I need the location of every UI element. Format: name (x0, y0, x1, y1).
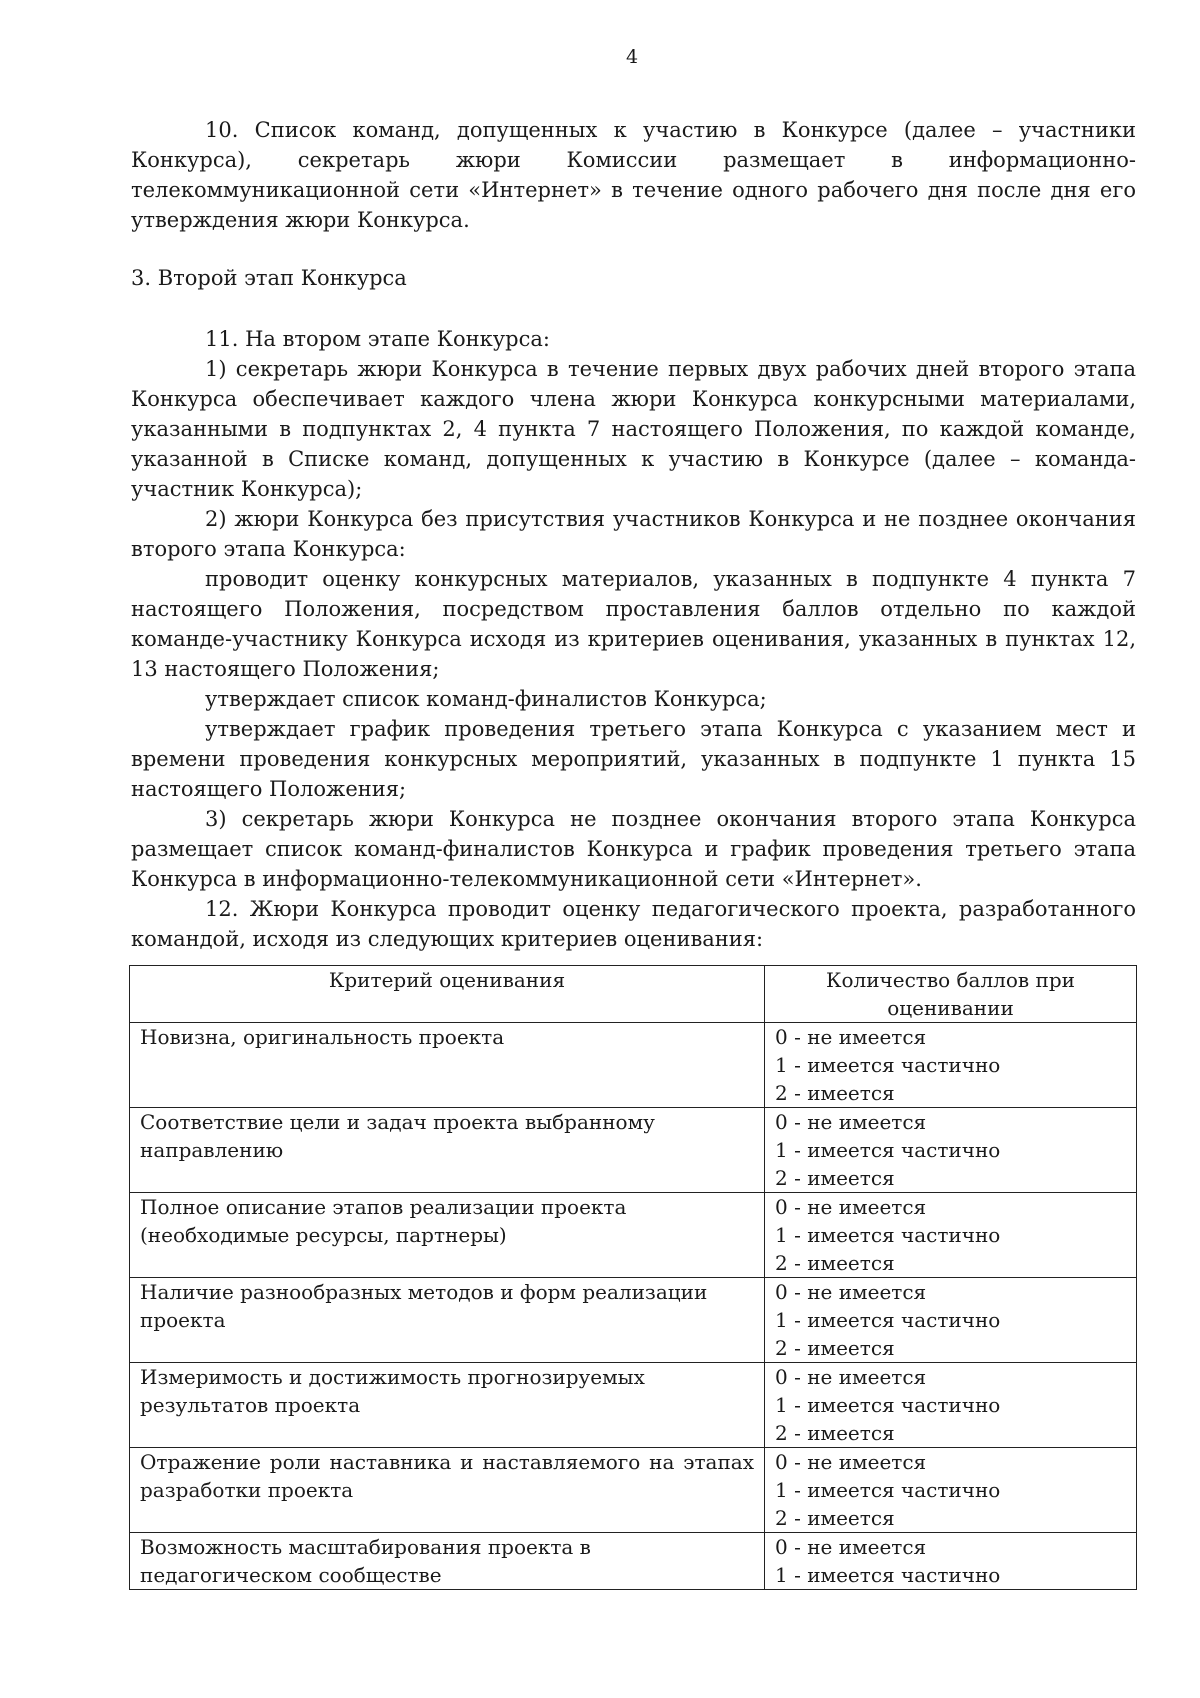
score-cell (765, 1448, 1137, 1533)
criterion-cell: Соответствие цели и задач проекта выбранному направлению (130, 1108, 765, 1193)
score-option: 0 - не имеется (775, 1535, 927, 1559)
criterion-cell: Наличие разнообразных методов и форм реализации проекта (130, 1278, 765, 1363)
criterion-cell: Новизна, оригинальность проекта (130, 1023, 765, 1108)
paragraph-11-2b: утверждает список команд-финалистов Конкурса; (205, 687, 767, 711)
score-option: 0 - не имеется (775, 1450, 927, 1474)
criterion-cell: Отражение роли наставника и наставляемого на этапах разработки проекта (130, 1448, 765, 1533)
score-option: 0 - не имеется (775, 1365, 927, 1389)
score-cell (765, 1108, 1137, 1193)
table-row (130, 1363, 1137, 1448)
score-header: Количество баллов при оценивании (765, 966, 1137, 1023)
score-option: 1 - имеется частично (775, 1308, 1001, 1332)
score-option: 0 - не имеется (775, 1025, 927, 1049)
score-option: 0 - не имеется (775, 1110, 927, 1134)
table-row (130, 1108, 1137, 1193)
criterion-header: Критерий оценивания (130, 966, 765, 1023)
score-option: 2 - имеется (775, 1421, 895, 1445)
paragraph-11-2c: утверждает график проведения третьего этапа Конкурса с указанием мест и времени проведения конкурсных мероприятий, указанных в подпункте 1 пункта 15 настоящего Положения; (131, 717, 1136, 801)
score-option: 0 - не имеется (775, 1280, 927, 1304)
score-option: 1 - имеется частично (775, 1478, 1001, 1502)
score-option: 1 - имеется частично (775, 1563, 1001, 1587)
paragraph-12: 12. Жюри Конкурса проводит оценку педагогического проекта, разработанного командой, исходя из следующих критериев оценивания: (131, 897, 1136, 951)
score-cell (765, 1193, 1137, 1278)
score-option: 2 - имеется (775, 1166, 895, 1190)
paragraph-11-2a: проводит оценку конкурсных материалов, указанных в подпункте 4 пункта 7 настоящего Положения, посредством проставления баллов отдельно по каждой команде-участнику Конкурса исходя из критериев оценивания, указанных в пунктах 12, 13 настоящего Положения; (131, 567, 1136, 681)
score-option: 2 - имеется (775, 1506, 895, 1530)
criteria-table-body (130, 1023, 1137, 1590)
score-option: 1 - имеется частично (775, 1053, 1001, 1077)
score-option: 2 - имеется (775, 1251, 895, 1275)
criteria-table (129, 965, 1137, 1590)
paragraph-10: 10. Список команд, допущенных к участию в Конкурсе (далее – участники Конкурса), секретарь жюри Комиссии размещает в информационно-телекоммуникационной сети «Интернет» в течение одного рабочего дня после дня его утверждения жюри Конкурса. (131, 118, 1136, 232)
score-option: 1 - имеется частично (775, 1138, 1001, 1162)
table-row (130, 1448, 1137, 1533)
section-heading: 3. Второй этап Конкурса (131, 266, 407, 290)
document-body (131, 115, 1136, 954)
score-option: 2 - имеется (775, 1081, 895, 1105)
paragraph-11-3: 3) секретарь жюри Конкурса не позднее окончания второго этапа Конкурса размещает список команд-финалистов Конкурса и график проведения третьего этапа Конкурса в информационно-телекоммуникационной сети «Интернет». (131, 807, 1136, 891)
table-row (130, 1023, 1137, 1108)
score-option: 0 - не имеется (775, 1195, 927, 1219)
table-row (130, 1278, 1137, 1363)
table-header-row (130, 966, 1137, 1023)
score-cell (765, 1278, 1137, 1363)
paragraph-11-1: 1) секретарь жюри Конкурса в течение первых двух рабочих дней второго этапа Конкурса обеспечивает каждого члена жюри Конкурса конкурсными материалами, указанными в подпунктах 2, 4 пункта 7 настоящего Положения, по каждой команде, указанной в Списке команд, допущенных к участию в Конкурсе (далее – команда-участник Конкурса); (131, 357, 1136, 501)
page-number: 4 (625, 46, 639, 68)
criterion-cell: Возможность масштабирования проекта в педагогическом сообществе (130, 1533, 765, 1590)
table-row (130, 1533, 1137, 1590)
score-cell (765, 1533, 1137, 1590)
criterion-cell: Измеримость и достижимость прогнозируемых результатов проекта (130, 1363, 765, 1448)
score-option: 1 - имеется частично (775, 1393, 1001, 1417)
table-row (130, 1193, 1137, 1278)
score-option: 1 - имеется частично (775, 1223, 1001, 1247)
criterion-cell: Полное описание этапов реализации проекта (необходимые ресурсы, партнеры) (130, 1193, 765, 1278)
paragraph-11: 11. На втором этапе Конкурса: (205, 327, 550, 351)
score-option: 2 - имеется (775, 1336, 895, 1360)
score-cell (765, 1023, 1137, 1108)
score-cell (765, 1363, 1137, 1448)
paragraph-11-2: 2) жюри Конкурса без присутствия участников Конкурса и не позднее окончания второго этапа Конкурса: (131, 507, 1136, 561)
